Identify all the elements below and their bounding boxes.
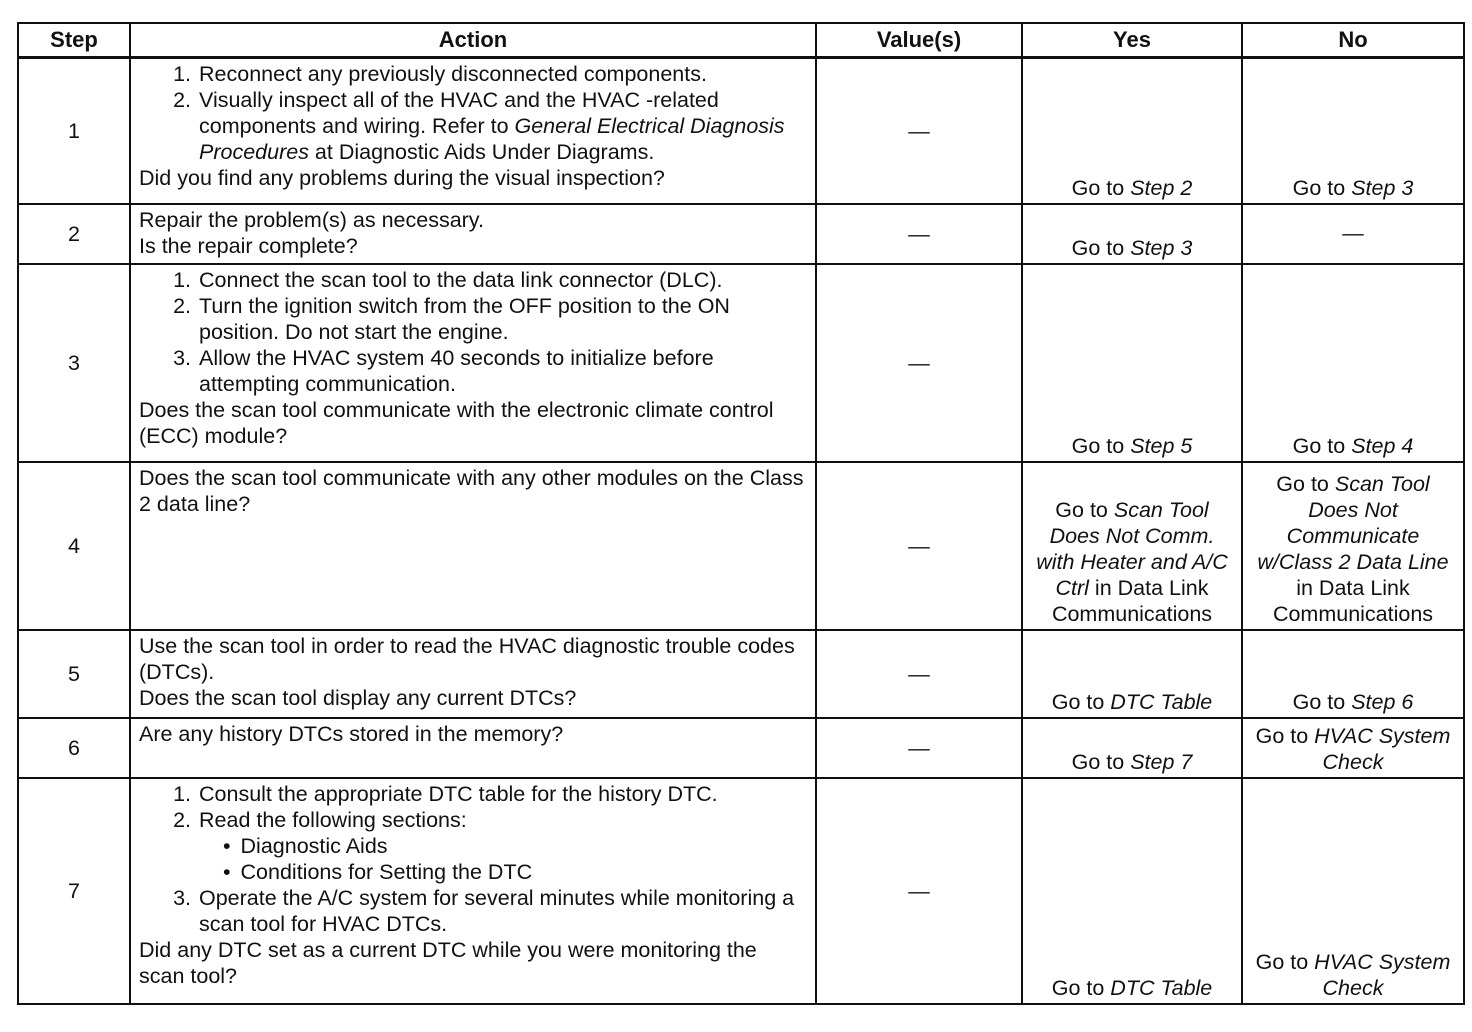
action-item: 1. Reconnect any previously disconnected components. (173, 62, 707, 86)
no-cell: Go to HVAC System Check (1242, 718, 1464, 778)
table-row (18, 462, 1464, 630)
yes-cell: Go to Step 2 (1022, 58, 1242, 204)
no-cell: Go to Step 4 (1242, 264, 1464, 462)
action-cell (130, 58, 816, 204)
value-cell: — (816, 718, 1022, 778)
step-number: 1 (18, 58, 130, 204)
no-cell: Go to HVAC System Check (1242, 778, 1464, 1004)
value-cell: — (816, 778, 1022, 1004)
yes-cell: Go to DTC Table (1022, 778, 1242, 1004)
action-cell: Does the scan tool communicate with any other modules on the Class 2 data line? (130, 462, 816, 630)
no-cell: — (1242, 204, 1464, 264)
header-yes: Yes (1022, 23, 1242, 58)
action-item: 3. Operate the A/C system for several minutes while monitoring a scan tool for HVAC DTCs. (173, 885, 795, 936)
action-item: 3. Allow the HVAC system 40 seconds to initialize before attempting communication. (173, 345, 714, 396)
action-item: 2. Visually inspect all of the HVAC and the HVAC -related components and wiring. Refer to General Electrical Diagnosis Procedures at Diagnostic Aids Under Diagrams. (173, 88, 785, 164)
value-cell: — (816, 204, 1022, 264)
action-cell: Use the scan tool in order to read the HVAC diagnostic trouble codes (DTCs). Does the scan tool display any current DTCs? (130, 630, 816, 718)
action-cell (130, 778, 816, 1004)
yes-cell: Go to Scan Tool Does Not Comm. with Heater and A/C Ctrl in Data Link Communications (1022, 462, 1242, 630)
action-item: 2. Read the following sections: (173, 807, 467, 832)
table-row (18, 204, 1464, 264)
action-question: Did any DTC set as a current DTC while you were monitoring the scan tool? (139, 937, 757, 988)
yes-cell: Go to Step 5 (1022, 264, 1242, 462)
value-cell: — (816, 630, 1022, 718)
yes-cell: Go to DTC Table (1022, 630, 1242, 718)
step-number: 3 (18, 264, 130, 462)
no-cell: Go to Scan Tool Does Not Communicate w/Class 2 Data Line in Data Link Communications (1242, 462, 1464, 630)
yes-cell: Go to Step 7 (1022, 718, 1242, 778)
diagnostic-table (17, 22, 1465, 1005)
step-number: 6 (18, 718, 130, 778)
step-number: 4 (18, 462, 130, 630)
action-question: Did you find any problems during the visual inspection? (139, 166, 665, 190)
action-cell (130, 264, 816, 462)
step-number: 2 (18, 204, 130, 264)
header-action: Action (130, 23, 816, 58)
yes-cell: Go to Step 3 (1022, 204, 1242, 264)
table-row (18, 58, 1464, 204)
header-no: No (1242, 23, 1464, 58)
bullet-item: • Diagnostic Aids (139, 833, 807, 859)
value-cell: — (816, 264, 1022, 462)
action-item: 1. Consult the appropriate DTC table for the history DTC. (173, 781, 718, 806)
value-cell: — (816, 462, 1022, 630)
action-item: 1. Connect the scan tool to the data link connector (DLC). (173, 267, 723, 292)
value-cell: — (816, 58, 1022, 204)
table-row (18, 778, 1464, 1004)
header-row (18, 23, 1464, 58)
action-item: 2. Turn the ignition switch from the OFF position to the ON position. Do not start the engine. (173, 293, 730, 344)
header-values: Value(s) (816, 23, 1022, 58)
table-row (18, 264, 1464, 462)
bullet-item: • Conditions for Setting the DTC (139, 859, 807, 885)
no-cell: Go to Step 6 (1242, 630, 1464, 718)
step-number: 7 (18, 778, 130, 1004)
table-row (18, 718, 1464, 778)
header-step: Step (18, 23, 130, 58)
action-question: Does the scan tool communicate with the electronic climate control (ECC) module? (139, 397, 774, 448)
no-cell: Go to Step 3 (1242, 58, 1464, 204)
action-cell: Repair the problem(s) as necessary. Is the repair complete? (130, 204, 816, 264)
table-row (18, 630, 1464, 718)
step-number: 5 (18, 630, 130, 718)
action-cell: Are any history DTCs stored in the memory? (130, 718, 816, 778)
